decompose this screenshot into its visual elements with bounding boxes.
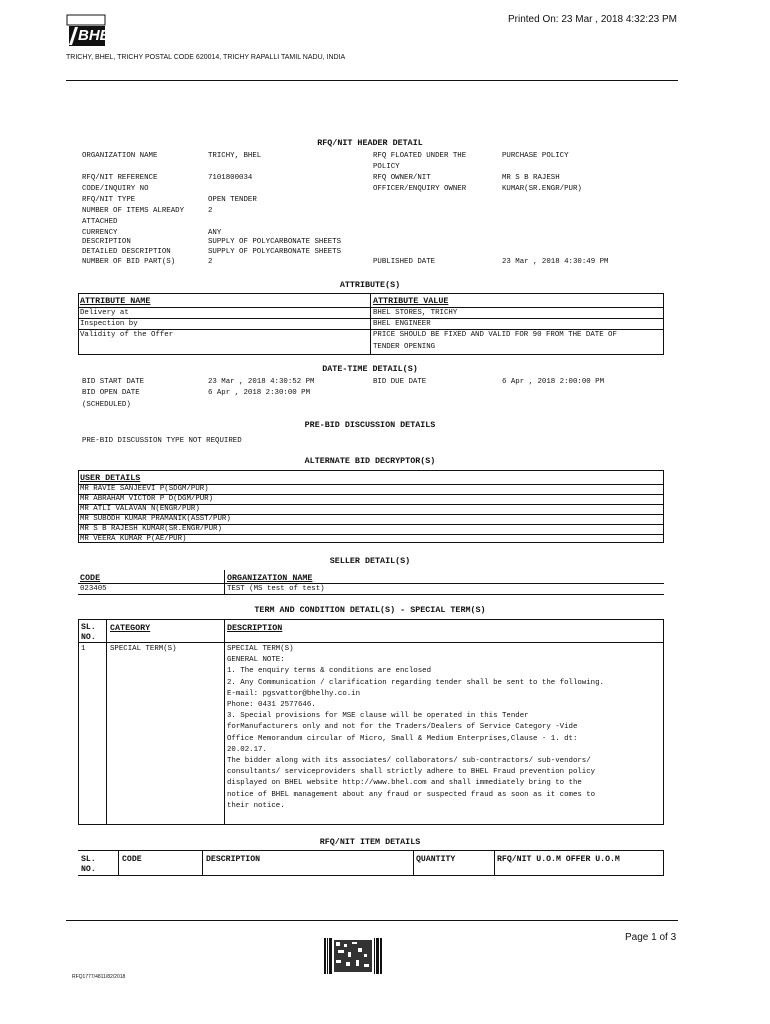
items-bottom-line [78,875,664,876]
term-line: their notice. [227,802,285,810]
value-description: SUPPLY OF POLYCARBONATE SHEETS [208,238,342,246]
attr-name-delivery: Delivery at [80,309,129,317]
attr-row-line [78,318,664,319]
terms-col-sl2: NO. [81,633,96,642]
value-org-name: TRICHY, BHEL [208,152,262,160]
terms-col-divider [224,619,225,825]
items-col-divider [413,850,414,875]
seller-bottom-line [78,594,664,595]
value-floated-under: PURCHASE POLICY [502,152,569,160]
label-org-name: ORGANIZATION NAME [82,152,158,160]
prebid-title: PRE-BID DISCUSSION DETAILS [304,420,436,430]
terms-category: SPECIAL TERM(S) [110,645,177,653]
label-officer: OFFICER/ENQUIRY OWNER [373,185,467,193]
attr-col-name: ATTRIBUTE NAME [80,296,151,306]
items-col-divider [118,850,119,875]
term-line: 3. Special provisions for MSE clause will be operated in this Tender [227,712,529,720]
label-code-inquiry: CODE/INQUIRY NO [82,185,149,193]
attr-name-validity: Validity of the Offer [80,331,174,339]
value-rfq-reference: 7101800034 [208,174,253,182]
value-currency: ANY [208,229,222,237]
printed-on: Printed On: 23 Mar , 2018 4:32:23 PM [508,14,677,25]
terms-col-category: CATEGORY [110,623,151,633]
value-bid-parts: 2 [208,258,213,266]
items-col-description: DESCRIPTION [206,855,261,864]
label-policy: POLICY [373,163,400,171]
attributes-col-divider [370,293,371,355]
decryptor-title: ALTERNATE BID DECRYPTOR(S) [304,456,436,466]
term-line: 20.02.17. [227,746,267,754]
label-rfq-type: RFQ/NIT TYPE [82,196,136,204]
attr-value-validity-line1: PRICE SHOULD BE FIXED AND VALID FOR 90 FROM THE DATE OF [373,331,617,339]
terms-col-divider [106,619,107,825]
label-items-attached: NUMBER OF ITEMS ALREADY [82,207,185,215]
term-line: consultants/ serviceproviders shall strictly adhere to BHEL Fraud prevention policy [227,768,596,776]
decryptor-user: MR SUBODH KUMAR PRAMANIK(ASST/PUR) [80,515,231,523]
items-col-sl2: NO. [81,865,96,874]
attr-row-line [78,307,664,308]
label-floated-under: RFQ FLOATED UNDER THE [373,152,467,160]
items-title: RFQ/NIT ITEM DETAILS [319,837,421,847]
terms-header-line [78,642,664,643]
attributes-title: ATTRIBUTE(S) [339,280,401,290]
label-bid-start: BID START DATE [82,378,145,386]
seller-code: 023405 [80,585,107,593]
term-line: forManufacturers only and not for the Traders/Dealers of Service Category -Vide [227,723,578,731]
barcode [324,938,382,974]
decryptor-user: MR VEERA KUMAR P(AE/PUR) [80,535,187,543]
items-col-divider [202,850,203,875]
value-bid-start: 23 Mar , 2018 4:30:52 PM [208,378,315,386]
items-col-quantity: QUANTITY [416,855,456,864]
seller-org: TEST (MS test of test) [227,585,325,593]
seller-col-divider [224,570,225,594]
decryptor-user: MR S B RAJESH KUMAR(SR.ENGR/PUR) [80,525,222,533]
term-line: GENERAL NOTE: [227,656,285,664]
rfq-header-title: RFQ/NIT HEADER DETAIL [317,138,423,148]
items-col-code: CODE [122,855,142,864]
seller-title: SELLER DETAIL(S) [329,556,411,566]
items-col-divider [663,850,664,875]
attr-value-delivery: BHEL STORES, TRICHY [373,309,458,317]
label-bid-due: BID DUE DATE [373,378,427,386]
label-rfq-reference: RFQ/NIT REFERENCE [82,174,158,182]
prebid-text: PRE-BID DISCUSSION TYPE NOT REQUIRED [82,437,242,445]
term-line: The bidder along with its associates/ collaborators/ sub-contractors/ sub-vendors/ [227,757,591,765]
term-line: SPECIAL TERM(S) [227,645,294,653]
value-bid-due: 6 Apr , 2018 2:00:00 PM [502,378,605,386]
seller-header-line [78,583,664,584]
terms-sl: 1 [81,645,86,653]
label-published-date: PUBLISHED DATE [373,258,436,266]
term-line: notice of BHEL management about any fraud or suspected fraud as soon as it comes to [227,791,596,799]
term-line: 2. Any Communication / clarification regarding tender shall be sent to the following. [227,679,604,687]
label-attached: ATTACHED [82,218,118,226]
terms-col-description: DESCRIPTION [227,623,283,633]
label-description: DESCRIPTION [82,238,131,246]
decryptor-user: MR ABRAHAM VICTOR P D(DGM/PUR) [80,495,214,503]
terms-col-sl: SL. [81,623,96,632]
attr-value-inspection: BHEL ENGINEER [373,320,431,328]
attr-row-line [78,329,664,330]
items-col-divider [494,850,495,875]
decryptor-user: MR ATLI VALAVAN N(ENGR/PUR) [80,505,200,513]
header-divider [66,80,678,81]
attr-col-value: ATTRIBUTE VALUE [373,296,449,306]
value-detailed-description: SUPPLY OF POLYCARBONATE SHEETS [208,248,342,256]
seller-col-org: ORGANIZATION NAME [227,573,313,583]
company-address: TRICHY, BHEL, TRICHY POSTAL CODE 620014, TRICHY RAPALLI TAMIL NADU, INDIA [66,54,346,61]
term-line: displayed on BHEL website http://www.bhel.com and shall immediately bring to the [227,779,582,787]
footer-divider [66,920,678,921]
label-bid-parts: NUMBER OF BID PART(S) [82,258,176,266]
value-rfq-owner: MR S B RAJESH [502,174,560,182]
decryptor-col-user: USER DETAILS [80,473,141,483]
term-line: Phone: 0431 2577646. [227,701,316,709]
attr-value-validity-line2: TENDER OPENING [373,343,436,351]
value-bid-open: 6 Apr , 2018 2:30:00 PM [208,389,311,397]
value-published-date: 23 Mar , 2018 4:30:49 PM [502,258,609,266]
term-line: 1. The enquiry terms & conditions are enclosed [227,667,432,675]
label-detailed-description: DETAILED DESCRIPTION [82,248,171,256]
terms-title: TERM AND CONDITION DETAIL(S) - SPECIAL TERM(S) [254,605,486,615]
value-officer: KUMAR(SR.ENGR/PUR) [502,185,582,193]
footer-doc-id: RFQ1777/4811/82/2018 [72,974,126,980]
datetime-title: DATE-TIME DETAIL(S) [322,364,418,374]
bid-open-scheduled: (SCHEDULED) [82,401,131,409]
items-top-line [78,850,664,851]
bhel-logo [66,14,119,48]
label-rfq-owner: RFQ OWNER/NIT [373,174,431,182]
label-currency: CURRENCY [82,229,118,237]
decryptor-user: MR RAVIE SANJEEVI P(SDGM/PUR) [80,485,209,493]
attr-name-inspection: Inspection by [80,320,138,328]
items-col-uom: RFQ/NIT U.O.M OFFER U.O.M [497,855,620,864]
label-bid-open: BID OPEN DATE [82,389,140,397]
page-number: Page 1 of 3 [625,932,677,943]
term-line: Office Memorandum circular of Micro, Small & Medium Enterprises,Clause - 1. dt: [227,735,578,743]
logo-text: BHEL [78,27,119,44]
attributes-table [78,293,664,355]
value-items-attached: 2 [208,207,213,215]
value-rfq-type: OPEN TENDER [208,196,257,204]
term-line: E-mail: pgsvattor@bhelhy.co.in [227,690,361,698]
seller-col-code: CODE [80,573,101,583]
items-col-sl: SL. [81,855,96,864]
